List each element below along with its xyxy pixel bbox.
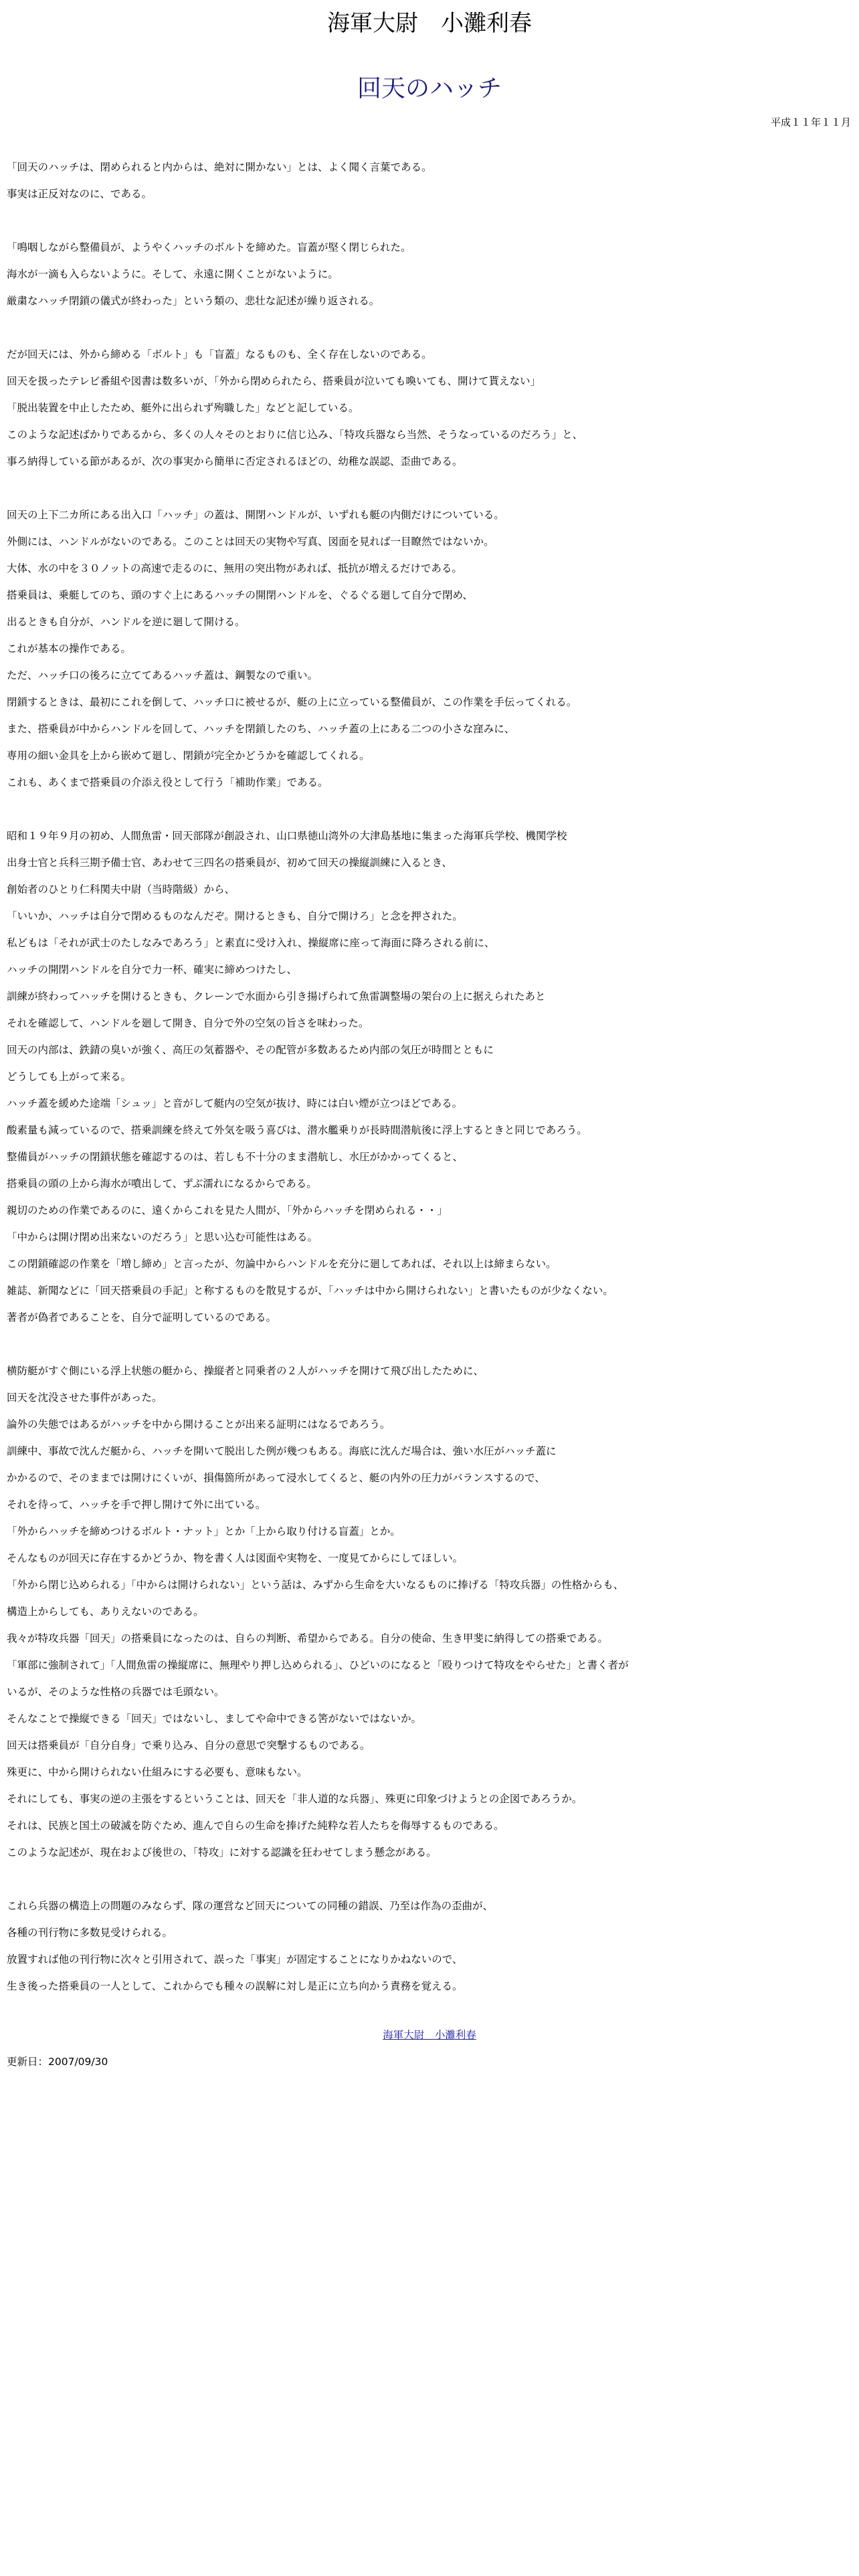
text-line: 回天の内部は、鉄錆の臭いが強く、高圧の気蓄器や、その配管が多数あるため内部の気圧が時間とともに	[7, 1044, 494, 1056]
text-line: 私どもは「それが武士のたしなみであろう」と素直に受け入れ、操縦席に座って海面に降ろされる前に、	[7, 937, 495, 949]
text-line: 出身士官と兵科三期予備士官、あわせて三四名の搭乗員が、初めて回天の操縦訓練に入るとき、	[7, 857, 452, 869]
text-line: 創始者のひとり仁科関夫中尉（当時階級）から、	[7, 883, 235, 895]
text-line: 「鳴咽しながら整備員が、ようやくハッチのボルトを締めた。盲蓋が堅く閉じられた。	[7, 241, 411, 253]
text-line: 海水が一滴も入らないように。そして、永遠に開くことがないように。	[7, 268, 339, 280]
text-line: 構造上からしても、ありえないのである。	[7, 1606, 204, 1618]
text-line: 出るときも自分が、ハンドルを逆に廻して開ける。	[7, 616, 246, 628]
text-line: これら兵器の構造上の問題のみならず、隊の運営など回天についての同種の錯誤、乃至は作為の歪曲が、	[7, 1900, 493, 1912]
text-line: 外側には、ハンドルがないのである。このことは回天の実物や写真、図面を見れば一目瞭然ではないか。	[7, 536, 494, 548]
paragraph	[7, 1893, 852, 2000]
text-line: 「外から閉じ込められる」「中からは開けられない」という話は、みずから生命を大いなるものに捧げる「特攻兵器」の性格からも、	[7, 1579, 624, 1591]
text-line: 生き後った搭乗員の一人として、これからでも種々の誤解に対し是正に立ち向かう責務を覚える。	[7, 1980, 463, 1992]
text-line: 回天は搭乗員が「自分自身」で乗り込み、自分の意思で突撃するものである。	[7, 1739, 371, 1751]
text-line: ただ、ハッチ口の後ろに立ててあるハッチ蓋は、鋼製なので重い。	[7, 669, 318, 681]
text-line: 回天の上下二カ所にある出入口「ハッチ」の蓋は、開閉ハンドルが、いずれも艇の内側だけについている。	[7, 509, 504, 521]
text-line: 著者が偽者であることを、自分で証明しているのである。	[7, 1311, 277, 1323]
text-line: 放置すれば他の刊行物に次々と引用されて、誤った「事実」が固定することになりかねないので、	[7, 1953, 463, 1965]
text-line: 厳粛なハッチ閉鎖の儀式が終わった」という類の、悲壮な記述が繰り返される。	[7, 295, 380, 307]
text-line: 我々が特攻兵器「回天」の搭乗員になったのは、自らの判断、希望からである。自分の使命、生き甲斐に納得しての搭乗である。	[7, 1632, 608, 1644]
text-line: 回天を沈没させた事件があった。	[7, 1392, 163, 1404]
text-line: 整備員がハッチの閉鎖状態を確認するのは、若しも不十分のまま潜航し、水圧がかかってくると、	[7, 1151, 464, 1163]
text-line: 訓練が終わってハッチを開けるときも、クレーンで水面から引き揚げられて魚雷調整場の架台の上に据えられたあと	[7, 990, 546, 1002]
text-line: それは、民族と国土の破滅を防ぐため、進んで自らの生命を捧げた純粋な若人たちを侮辱するものである。	[7, 1820, 504, 1832]
text-line: 殊更に、中から開けられない仕組みにする必要も、意味もない。	[7, 1766, 308, 1778]
author-title: 海軍大尉 小灘利春	[327, 10, 532, 37]
text-line: 回天を扱ったテレビ番組や図書は数多いが、「外から閉められたら、搭乗員が泣いても喚いても、開けて貰えない」	[7, 375, 541, 387]
text-line: 「軍部に強制されて」「人間魚雷の操縦席に、無理やり押し込められる」、ひどいのになると「殴りつけて特攻をやらせた」と書く者が	[7, 1659, 629, 1671]
text-line: 酸素量も減っているので、搭乗訓練を終えて外気を吸う喜びは、潜水艦乗りが長時間潜航後に浮上するときと同じであろう。	[7, 1124, 587, 1136]
text-line: 「回天のハッチは、閉められると内からは、絶対に開かない」とは、よく聞く言葉である。	[7, 161, 432, 173]
text-line: 搭乗員の頭の上から海水が噴出して、ずぶ濡れになるからである。	[7, 1178, 317, 1190]
text-line: 大体、水の中を３０ノットの高速で走るのに、無用の突出物があれば、抵抗が増えるだけである。	[7, 562, 462, 574]
article-body	[7, 154, 852, 2070]
date-line: 平成１１年１１月	[770, 116, 851, 128]
article-title: 回天のハッチ	[357, 75, 502, 102]
text-line: 搭乗員は、乗艇してのち、頭のすぐ上にあるハッチの開閉ハンドルを、ぐるぐる廻して自分で閉め、	[7, 589, 473, 601]
text-line: かかるので、そのままでは開けにくいが、損傷箇所があって浸水してくると、艇の内外の圧力がバランスするので、	[7, 1472, 545, 1484]
paragraph	[7, 823, 852, 1331]
text-line: いるが、そのような性格の兵器では毛頭ない。	[7, 1686, 225, 1698]
paragraph	[7, 341, 852, 475]
text-line: 雑誌、新聞などに「回天搭乗員の手記」と称するものを散見するが、「ハッチは中から開けられない」と書いたものが少なくない。	[7, 1285, 613, 1297]
text-line: そんなものが回天に存在するかどうか、物を書く人は図面や実物を、一度見てからにしてほしい。	[7, 1552, 464, 1564]
text-line: ハッチ蓋を緩めた途端「シュッ」と音がして艇内の空気が抜け、時には白い煙が立つほどである。	[7, 1097, 463, 1109]
text-line: 「脱出装置を中止したため、艇外に出られず殉職した」などと記している。	[7, 402, 359, 414]
text-line: このような記述が、現在および後世の、「特攻」に対する認識を狂わせてしまう懸念がある。	[7, 1846, 437, 1858]
text-line: それを待って、ハッチを手で押し開けて外に出ている。	[7, 1499, 266, 1511]
text-line: 「いいか、ハッチは自分で閉めるものなんだぞ。開けるときも、自分で開けろ」と念を押された。	[7, 910, 463, 922]
text-line: 横防艇がすぐ側にいる浮上状態の艇から、操縦者と同乗者の２人がハッチを開けて飛び出したために、	[7, 1365, 484, 1377]
paragraph	[7, 502, 852, 796]
text-line: 事実は正反対なのに、である。	[7, 188, 153, 200]
text-line: そんなことで操縦できる「回天」ではないし、ましてや命中できる筈がないではないか。	[7, 1713, 422, 1725]
text-line: 閉鎖するときは、最初にこれを倒して、ハッチ口に被せるが、艇の上に立っている整備員が、この作業を手伝ってくれる。	[7, 696, 577, 708]
text-line: だが回天には、外から締める「ボルト」も「盲蓋」なるものも、全く存在しないのである。	[7, 348, 432, 360]
text-line: また、搭乗員が中からハンドルを回して、ハッチを閉鎖したのち、ハッチ蓋の上にある二つの小さな窪みに、	[7, 723, 515, 735]
author-home-link[interactable]: 海軍大尉 小灘利春	[383, 2029, 476, 2041]
updated-date: 更新日：2007/09/30	[7, 2056, 108, 2068]
text-line: このような記述ばかりであるから、多くの人々そのとおりに信じ込み、「特攻兵器なら当然、そうなっているのだろう」と、	[7, 429, 583, 441]
text-line: 専用の細い金具を上から嵌めて廻し、閉鎖が完全かどうかを確認してくれる。	[7, 750, 370, 762]
text-line: 昭和１９年９月の初め、人間魚雷・回天部隊が創設され、山口県徳山湾外の大津島基地に集まった海軍兵学校、機関学校	[7, 830, 567, 842]
text-line: それにしても、事実の逆の主張をするということは、回天を「非人道的な兵器」、殊更に印象づけようとの企図であろうか。	[7, 1793, 583, 1805]
paragraph	[7, 1358, 852, 1866]
text-line: 「中からは開け閉め出来ないのだろう」と思い込む可能性はある。	[7, 1231, 318, 1243]
text-line: それを確認して、ハンドルを廻して開き、自分で外の空気の旨さを味わった。	[7, 1017, 369, 1029]
text-line: これも、あくまで搭乗員の介添え役として行う「補助作業」である。	[7, 776, 328, 788]
paragraph	[7, 154, 852, 207]
text-line: 訓練中、事故で沈んだ艇から、ハッチを開いて脱出した例が幾つもある。海底に沈んだ場合は、強い水圧がハッチ蓋に	[7, 1445, 557, 1457]
text-line: 各種の刊行物に多数見受けられる。	[7, 1927, 173, 1939]
text-line: 「外からハッチを締めつけるボルト・ナット」とか「上から取り付ける盲蓋」とか。	[7, 1525, 401, 1537]
text-line: どうしても上がって来る。	[7, 1071, 132, 1083]
text-line: 論外の失態ではあるがハッチを中から開けることが出来る証明にはなるであろう。	[7, 1418, 391, 1430]
text-line: これが基本の操作である。	[7, 643, 132, 655]
text-line: この閉鎖確認の作業を「増し締め」と言ったが、勿論中からハンドルを充分に廻してあれば、それ以上は締まらない。	[7, 1258, 557, 1270]
text-line: ハッチの開閉ハンドルを自分で力一杯、確実に締めつけたし、	[7, 964, 298, 976]
text-line: 親切のための作業であるのに、遠くからこれを見た人間が、「外からハッチを閉められる・・」	[7, 1204, 448, 1216]
paragraph	[7, 234, 852, 314]
text-line: 事ろ納得している節があるが、次の事実から簡単に否定されるほどの、幼稚な誤認、歪曲である。	[7, 455, 463, 467]
